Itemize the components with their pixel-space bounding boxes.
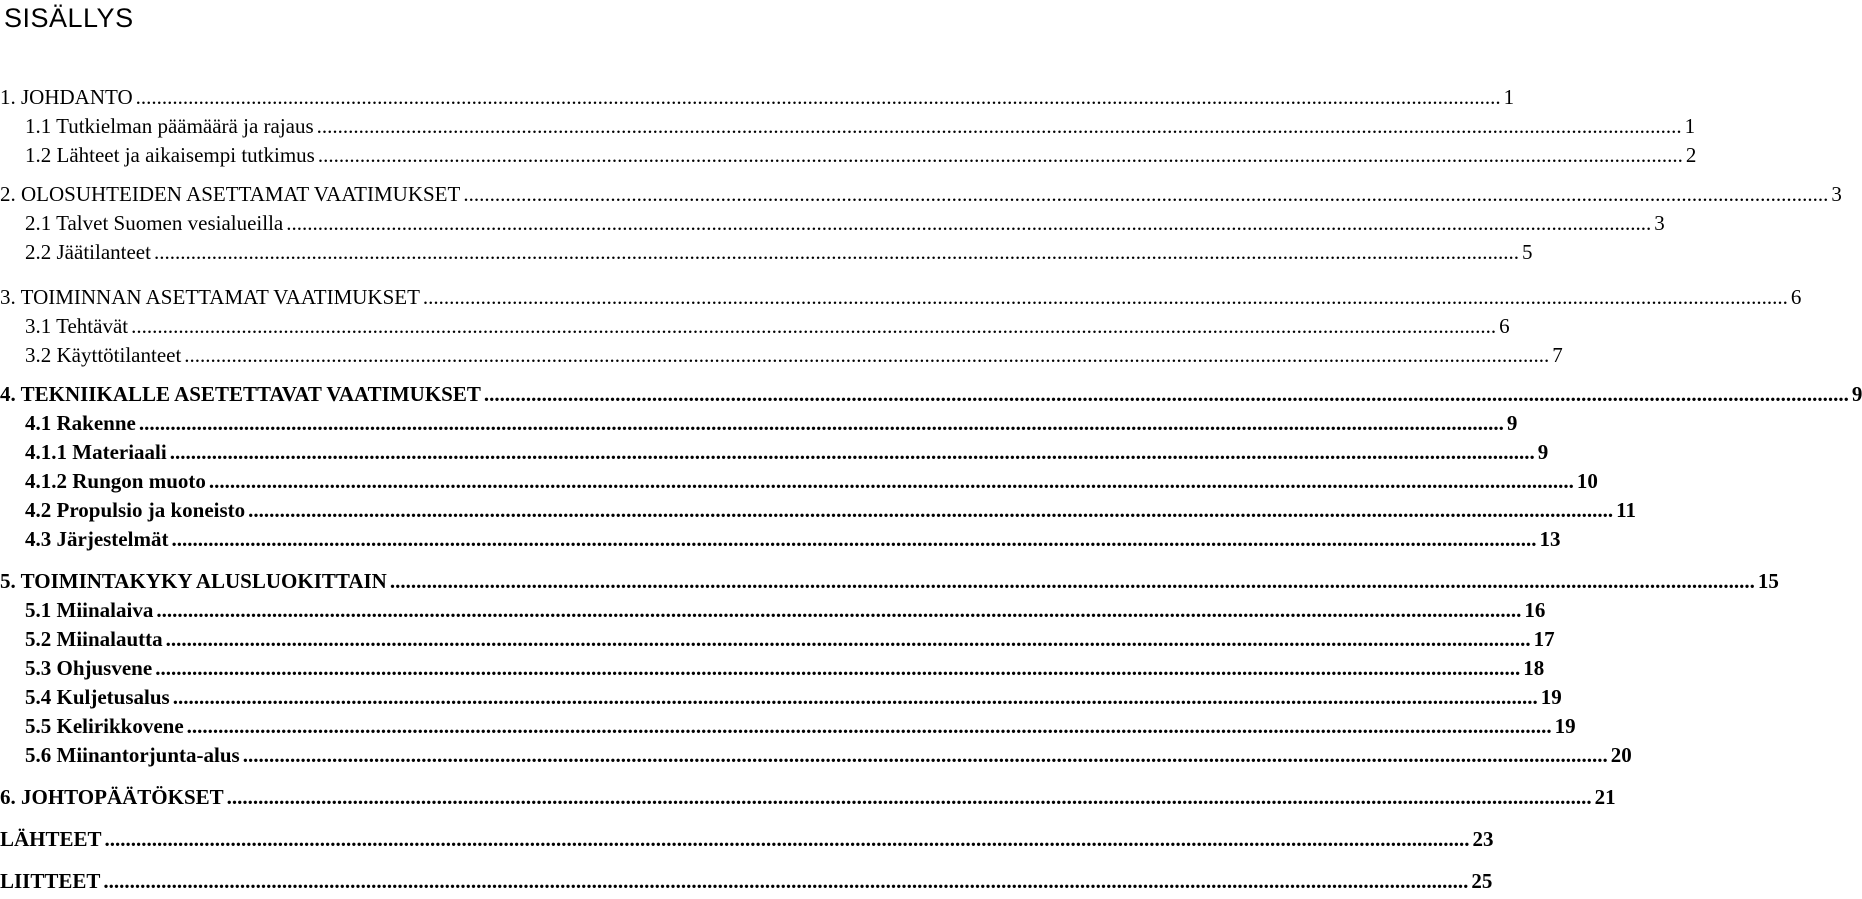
toc-entry-label: 4.1.1 Materiaali bbox=[25, 440, 167, 464]
toc-leader-dots: .................................................................................................................................................................................................................................................................... bbox=[422, 285, 1788, 309]
toc-entry bbox=[25, 654, 1545, 682]
toc-entry bbox=[0, 783, 1616, 811]
toc-entry-page-number: 9 bbox=[1537, 440, 1549, 464]
toc-entry-page-number: 11 bbox=[1616, 498, 1636, 522]
page-title: SISÄLLYS bbox=[4, 3, 134, 33]
toc-entry-label: 5.6 Miinantorjunta-alus bbox=[25, 743, 240, 767]
toc-entry-label: LÄHTEET bbox=[0, 827, 102, 851]
toc-entry bbox=[25, 409, 1518, 437]
toc-entry-label: 1.1 Tutkielman päämäärä ja rajaus bbox=[25, 114, 314, 138]
toc-entry-page-number: 9 bbox=[1506, 411, 1518, 435]
toc-entry bbox=[25, 209, 1665, 237]
toc-entry bbox=[0, 567, 1779, 595]
toc-entry-page-number: 18 bbox=[1523, 656, 1545, 680]
toc-entry-page-number: 16 bbox=[1524, 598, 1546, 622]
toc-entry bbox=[25, 238, 1533, 266]
toc-entry-page-number: 1 bbox=[1503, 85, 1515, 109]
toc-entry-label: 4.3 Järjestelmät bbox=[25, 527, 169, 551]
toc-leader-dots: .................................................................................................................................................................................................................................................................... bbox=[184, 343, 1550, 367]
toc-leader-dots: .................................................................................................................................................................................................................................................................... bbox=[286, 211, 1652, 235]
toc-leader-dots: .................................................................................................................................................................................................................................................................... bbox=[226, 785, 1592, 809]
toc-entry-label: 6. JOHTOPÄÄTÖKSET bbox=[0, 785, 224, 809]
toc-entry-label: 4.2 Propulsio ja koneisto bbox=[25, 498, 246, 522]
toc-leader-dots: .................................................................................................................................................................................................................................................................... bbox=[103, 869, 1469, 893]
toc-entry bbox=[25, 112, 1696, 140]
toc-leader-dots: .................................................................................................................................................................................................................................................................... bbox=[317, 143, 1683, 167]
toc-leader-dots: .................................................................................................................................................................................................................................................................... bbox=[171, 527, 1537, 551]
toc-entry-page-number: 2 bbox=[1685, 143, 1697, 167]
toc-entry-page-number: 13 bbox=[1539, 527, 1561, 551]
toc-entry-page-number: 6 bbox=[1499, 314, 1510, 338]
toc-entry bbox=[0, 867, 1493, 895]
toc-leader-dots: .................................................................................................................................................................................................................................................................... bbox=[156, 598, 1522, 622]
toc-leader-dots: .................................................................................................................................................................................................................................................................... bbox=[248, 498, 1614, 522]
toc-entry-label: 2. OLOSUHTEIDEN ASETTAMAT VAATIMUKSET bbox=[0, 182, 461, 206]
toc-entry-label: 5. TOIMINTAKYKY ALUSLUOKITTAIN bbox=[0, 569, 387, 593]
toc-entry-page-number: 6 bbox=[1790, 285, 1802, 309]
toc-entry bbox=[25, 341, 1563, 369]
toc-entry bbox=[25, 683, 1562, 711]
toc-leader-dots: .................................................................................................................................................................................................................................................................... bbox=[131, 314, 1497, 338]
toc-entry-label: 5.5 Kelirikkovene bbox=[25, 714, 184, 738]
toc-entry bbox=[0, 380, 1862, 408]
toc-entry bbox=[25, 525, 1561, 553]
toc-leader-dots: .................................................................................................................................................................................................................................................................... bbox=[316, 114, 1682, 138]
toc-entry-label: 5.3 Ohjusvene bbox=[25, 656, 153, 680]
toc-leader-dots: .................................................................................................................................................................................................................................................................... bbox=[172, 685, 1538, 709]
toc-leader-dots: .................................................................................................................................................................................................................................................................... bbox=[169, 440, 1535, 464]
toc-entry bbox=[25, 438, 1549, 466]
toc-entry-label: 1. JOHDANTO bbox=[0, 85, 133, 109]
toc-entry-label: 3. TOIMINNAN ASETTAMAT VAATIMUKSET bbox=[0, 285, 420, 309]
toc-entry bbox=[0, 180, 1842, 208]
toc-entry-page-number: 10 bbox=[1576, 469, 1598, 493]
toc-entry-page-number: 7 bbox=[1552, 343, 1563, 367]
toc-entry-page-number: 19 bbox=[1554, 714, 1576, 738]
toc-leader-dots: .................................................................................................................................................................................................................................................................... bbox=[138, 411, 1504, 435]
toc-entry-label: 5.1 Miinalaiva bbox=[25, 598, 154, 622]
toc-entry bbox=[0, 83, 1515, 111]
toc-entry bbox=[25, 496, 1636, 524]
toc-entry bbox=[0, 283, 1802, 311]
toc-leader-dots: .................................................................................................................................................................................................................................................................... bbox=[135, 85, 1501, 109]
toc-entry-page-number: 5 bbox=[1521, 240, 1533, 264]
toc-leader-dots: .................................................................................................................................................................................................................................................................... bbox=[153, 240, 1519, 264]
toc-entry-label: LIITTEET bbox=[0, 869, 101, 893]
toc-entry-page-number: 3 bbox=[1831, 182, 1842, 206]
toc-entry-label: 2.2 Jäätilanteet bbox=[25, 240, 151, 264]
toc-entry bbox=[25, 741, 1632, 769]
toc-leader-dots: .................................................................................................................................................................................................................................................................... bbox=[483, 382, 1849, 406]
toc-entry-label: 5.2 Miinalautta bbox=[25, 627, 163, 651]
toc-entry-page-number: 23 bbox=[1472, 827, 1494, 851]
toc-entry-page-number: 17 bbox=[1533, 627, 1555, 651]
toc-entry bbox=[25, 712, 1576, 740]
toc-entry bbox=[25, 467, 1598, 495]
toc-leader-dots: .................................................................................................................................................................................................................................................................... bbox=[208, 469, 1574, 493]
toc-entry-page-number: 21 bbox=[1594, 785, 1616, 809]
toc-entry-label: 4. TEKNIIKALLE ASETETTAVAT VAATIMUKSET bbox=[0, 382, 481, 406]
toc-leader-dots: .................................................................................................................................................................................................................................................................... bbox=[463, 182, 1829, 206]
toc-entry-page-number: 15 bbox=[1757, 569, 1779, 593]
toc-entry-label: 3.1 Tehtävät bbox=[25, 314, 129, 338]
toc-leader-dots: .................................................................................................................................................................................................................................................................... bbox=[186, 714, 1552, 738]
toc-entry-label: 3.2 Käyttötilanteet bbox=[25, 343, 182, 367]
toc-entry-page-number: 9 bbox=[1851, 382, 1862, 406]
toc-leader-dots: .................................................................................................................................................................................................................................................................... bbox=[389, 569, 1755, 593]
toc-leader-dots: .................................................................................................................................................................................................................................................................... bbox=[242, 743, 1608, 767]
toc-entry bbox=[25, 625, 1555, 653]
toc-entry-page-number: 20 bbox=[1610, 743, 1632, 767]
toc-entry bbox=[0, 825, 1494, 853]
toc-entry-page-number: 25 bbox=[1471, 869, 1493, 893]
toc-entry-label: 2.1 Talvet Suomen vesialueilla bbox=[25, 211, 284, 235]
toc-entry-label: 4.1 Rakenne bbox=[25, 411, 136, 435]
toc-entry bbox=[25, 141, 1697, 169]
toc-entry-label: 1.2 Lähteet ja aikaisempi tutkimus bbox=[25, 143, 315, 167]
toc-entry bbox=[25, 596, 1546, 624]
toc-entry-label: 4.1.2 Rungon muoto bbox=[25, 469, 206, 493]
toc-entry-page-number: 19 bbox=[1540, 685, 1562, 709]
toc-entry-label: 5.4 Kuljetusalus bbox=[25, 685, 170, 709]
toc-leader-dots: .................................................................................................................................................................................................................................................................... bbox=[104, 827, 1470, 851]
toc-leader-dots: .................................................................................................................................................................................................................................................................... bbox=[165, 627, 1531, 651]
toc-entry-page-number: 3 bbox=[1654, 211, 1665, 235]
toc-leader-dots: .................................................................................................................................................................................................................................................................... bbox=[155, 656, 1521, 680]
toc-entry bbox=[25, 312, 1510, 340]
toc-entry-page-number: 1 bbox=[1684, 114, 1696, 138]
